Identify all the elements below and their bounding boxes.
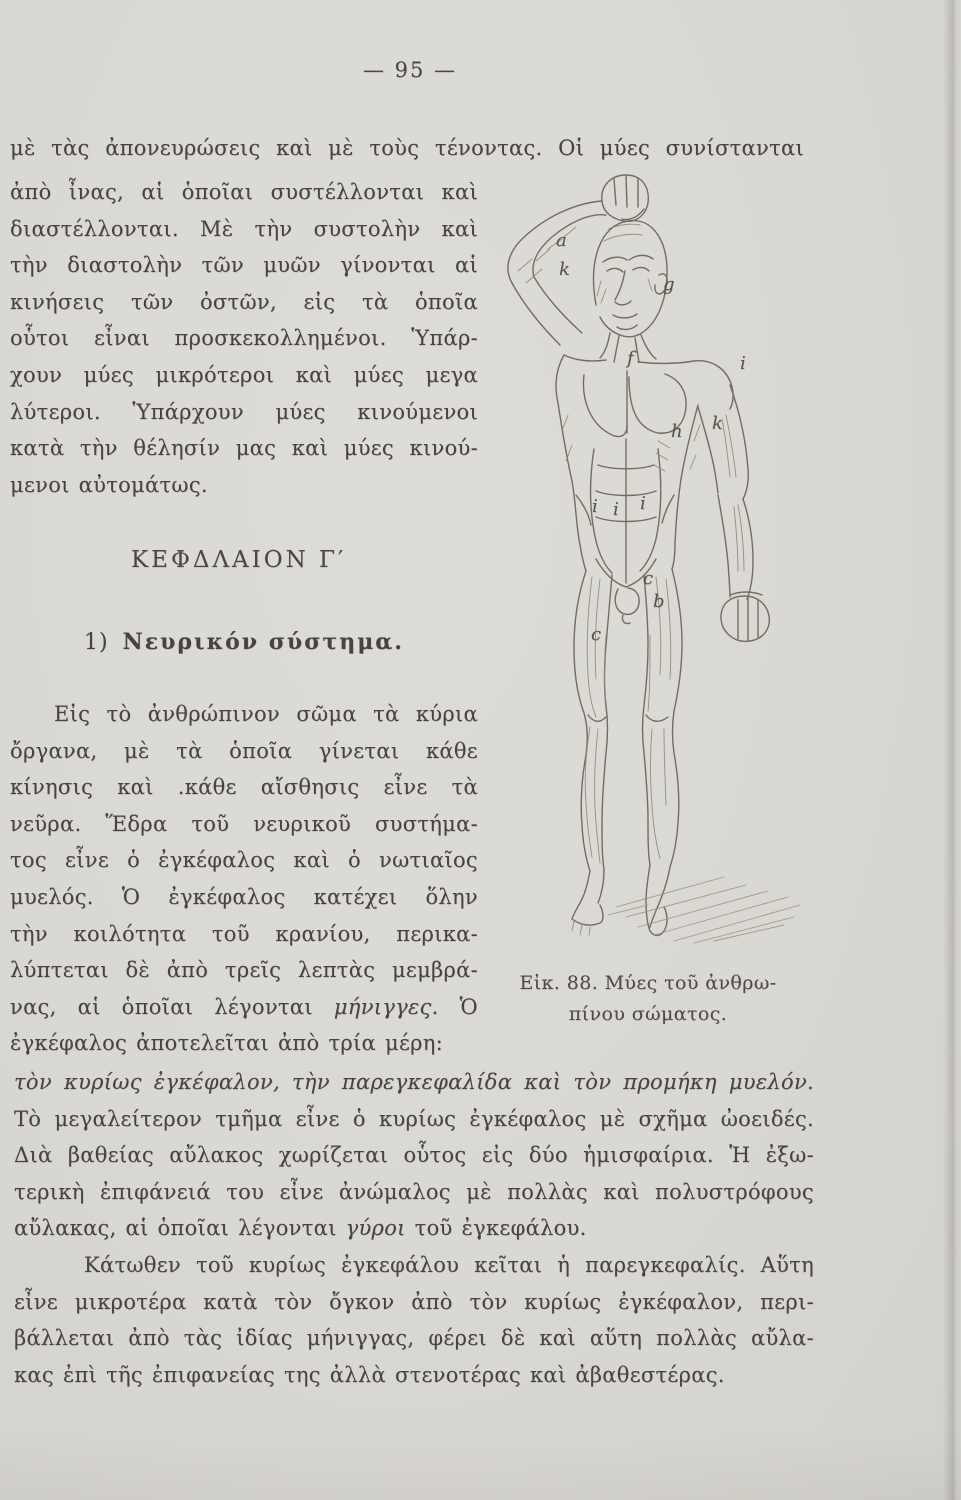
figure-label-h: h — [671, 421, 683, 442]
figure-label-f: f — [627, 348, 634, 369]
text-line: Κάτωθεν τοῦ κυρίως ἐγκεφάλου κεῖται ἡ παρεγκεφαλίς. Αὕτη — [84, 1252, 814, 1277]
text-segment: . Ὁ — [431, 994, 478, 1019]
figure-label-b: b — [653, 591, 665, 612]
intro-column — [10, 174, 478, 503]
figure-label-k: k — [559, 259, 570, 280]
text-line: ὄργανα, μὲ τὰ ὁποῖα γίνεται κάθε — [10, 738, 478, 763]
figure-label-i: i — [592, 496, 598, 517]
text-line: Εἰς τὸ ἀνθρώπινον σῶμα τὰ κύρια — [54, 702, 478, 726]
page-bottom-shade — [0, 1430, 961, 1500]
text-line: διαστέλλονται. Μὲ τὴν συστολὴν καὶ — [10, 216, 478, 241]
figure-label-k: k — [712, 413, 723, 434]
text-line: ἐγκέφαλος ἀποτελεῖται ἀπὸ τρία μέρη: — [10, 1031, 444, 1056]
page-number: — 95 — — [362, 58, 458, 82]
italic-term: γύροι — [345, 1216, 406, 1241]
text-segment: νας, αἱ ὁποῖαι λέγονται — [10, 994, 334, 1019]
text-line: τερικὴ ἐπιφάνειά του εἶνε ἀνώμαλος μὲ πολλὰς καὶ πολυστρόφους — [14, 1179, 814, 1204]
text-segment: αὔλακας, αἱ ὁποῖαι λέγονται — [14, 1216, 346, 1241]
page-edge-shadow — [943, 0, 961, 1500]
figure-label-i: i — [640, 493, 646, 514]
text-line: κας ἐπὶ τῆς ἐπιφανείας της ἀλλὰ στενοτέρας καὶ ἀβαθεστέρας. — [14, 1362, 725, 1387]
figure-caption-line2: πίνου σώματος. — [568, 1003, 728, 1025]
text-line: χουν μύες μικρότεροι καὶ μύες μεγα — [10, 362, 478, 387]
text-line-brain-parts: τὸν κυρίως ἐγκέφαλον, τὴν παρεγκεφαλίδα καὶ τὸν προμήκη μυελόν. — [14, 1070, 814, 1094]
text-segment: τοῦ ἐγκεφάλου. — [405, 1216, 587, 1241]
text-line: κατὰ τὴν θέλησίν μας καὶ μύες κινού- — [10, 436, 478, 461]
text-line: Διὰ βαθείας αὔλακος χωρίζεται οὗτος εἰς δύο ἡμισφαίρια. Ἡ ἐξω- — [14, 1143, 814, 1168]
text-line: μενοι αὐτομάτως. — [10, 472, 208, 497]
text-line: κινήσεις τῶν ὀστῶν, εἰς τὰ ὁποῖα — [10, 289, 478, 314]
text-line: τος εἶνε ὁ ἐγκέφαλος καὶ ὁ νωτιαῖος — [10, 848, 478, 873]
figure-label-g: g — [663, 274, 675, 295]
text-line: λύπτεται δὲ ἀπὸ τρεῖς λεπτὰς μεμβρά- — [10, 958, 478, 983]
text-line: εἶνε μικροτέρα κατὰ τὸν ὄγκον ἀπὸ τὸν κυρίως ἐγκέφαλον, περι- — [14, 1289, 814, 1314]
text-line-gyri — [14, 1210, 814, 1247]
section-title — [84, 629, 404, 655]
text-line: βάλλεται ἀπὸ τὰς ἰδίας μήνιγγας, φέρει δὲ καὶ αὕτη πολλὰς αὔλα- — [14, 1326, 814, 1351]
bottom-block — [14, 1064, 814, 1393]
text-line: λύτεροι. Ὑπάρχουν μύες κινούμενοι — [10, 399, 478, 424]
italic-term: μήνιγγες — [333, 994, 432, 1019]
text-line: οὗτοι εἶναι προσκεκολλημένοι. Ὑπάρ- — [10, 326, 478, 351]
figure-label-c: c — [643, 568, 654, 589]
text-line: τὴν διαστολὴν τῶν μυῶν γίνονται αἱ — [10, 253, 478, 278]
text-line-meninges — [10, 989, 478, 1026]
chapter-heading: ΚΕΦΔΛΑΙΟΝ Γ′ — [131, 547, 347, 573]
figure-label-i: i — [613, 499, 619, 520]
text-line: κίνησις καὶ .κάθε αἴσθησις εἶνε τὰ — [10, 775, 478, 800]
figure-caption — [502, 968, 794, 1030]
section-number: 1) — [84, 630, 109, 655]
figure-label-i: i — [740, 353, 746, 374]
figure-label-c: c — [591, 624, 602, 645]
text-line: νεῦρα. Ἕδρα τοῦ νευρικοῦ συστήμα- — [10, 811, 478, 836]
section-title-text: Νευρικόν σύστημα. — [122, 629, 404, 655]
text-line: Τὸ μεγαλείτερον τμῆμα εἶνε ὁ κυρίως ἐγκέφαλος μὲ σχῆμα ὠοειδές. — [14, 1106, 814, 1131]
text-line: τὴν κοιλότητα τοῦ κρανίου, περικα- — [10, 921, 478, 946]
figure-caption-line1: Εἰκ. 88. Μύες τοῦ ἀνθρω- — [519, 972, 777, 994]
figure-label-a: a — [556, 230, 567, 251]
body-column — [10, 696, 478, 1062]
text-line: ἀπὸ ἶνας, αἱ ὁποῖαι συστέλλονται καὶ — [10, 180, 478, 204]
text-line: μυελός. Ὁ ἐγκέφαλος κατέχει ὅλην — [10, 884, 478, 909]
text-line: μὲ τὰς ἀπονευρώσεις καὶ μὲ τοὺς τένοντας. Οἱ μύες συνίστανται — [10, 136, 804, 160]
